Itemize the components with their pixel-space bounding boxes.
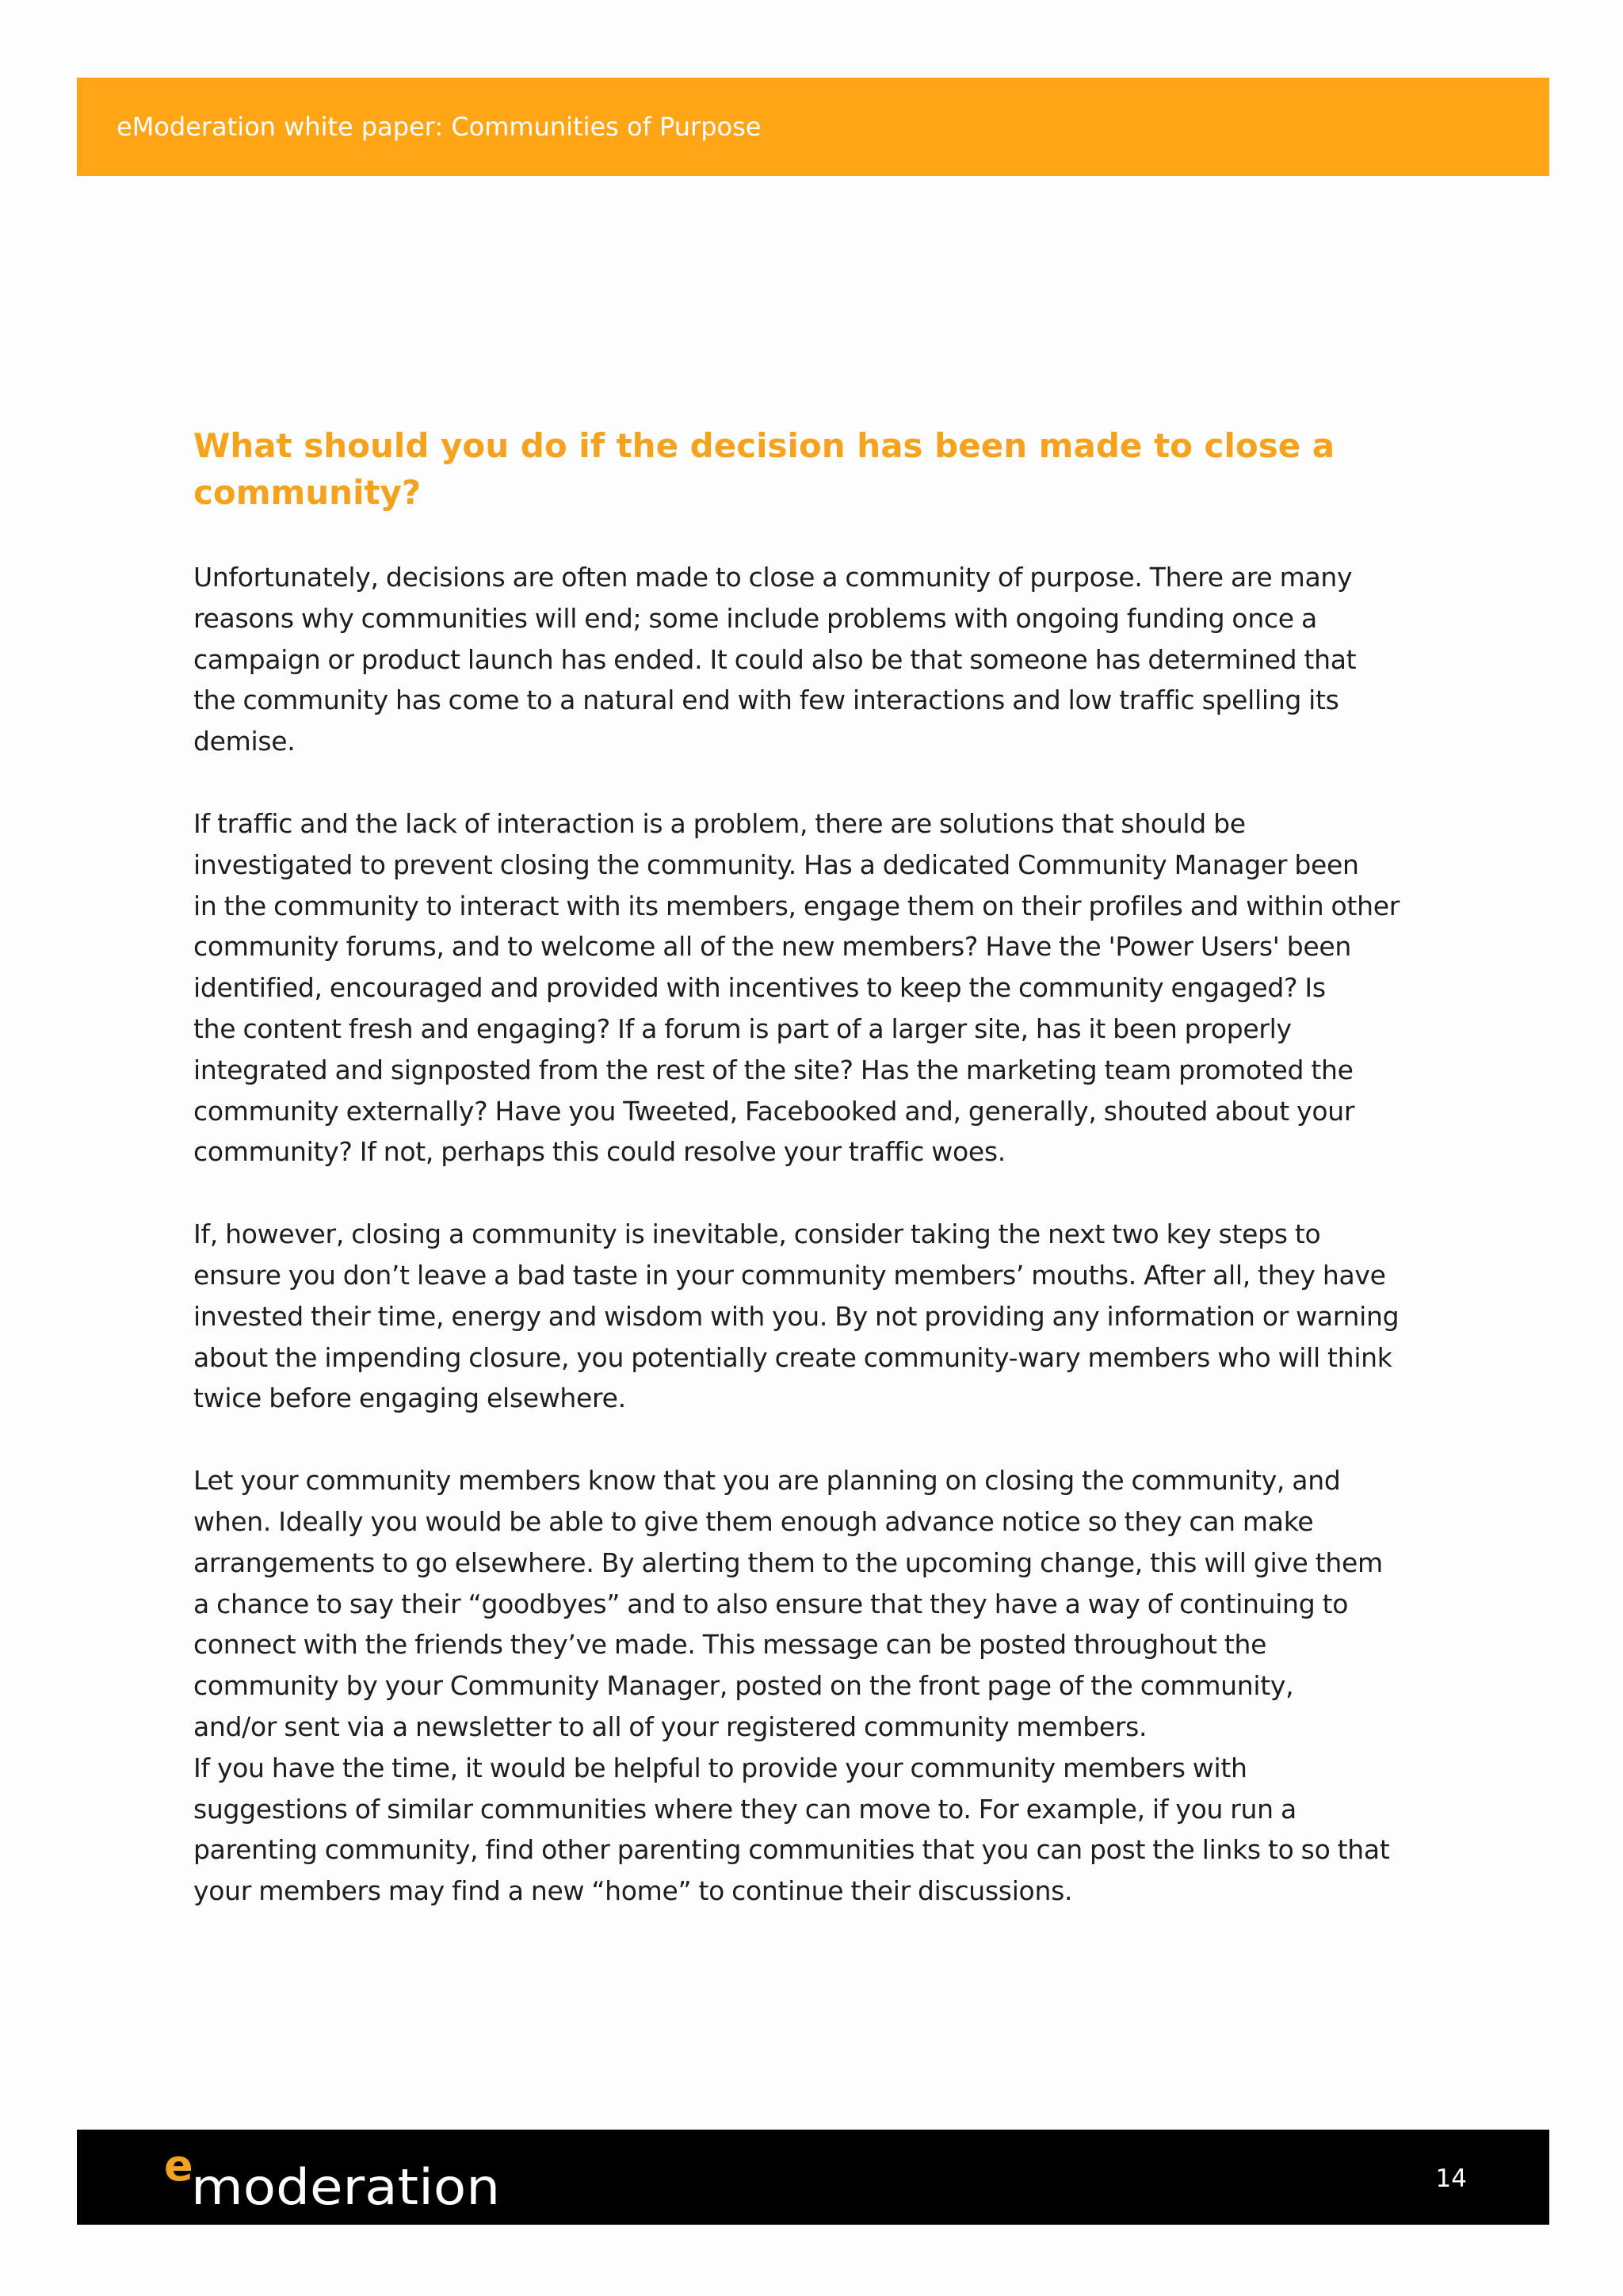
body-text <box>193 557 1461 1912</box>
paragraph <box>193 557 1461 762</box>
paragraph-line: integrated and signposted from the rest of the site? Has the marketing team promoted the <box>193 1054 1354 1085</box>
paragraph-line: identified, encouraged and provided with incentives to keep the community engaged? Is <box>193 972 1326 1004</box>
section-heading-line: community? <box>193 473 422 512</box>
paragraph-line: If traffic and the lack of interaction is a problem, there are solutions that should be <box>193 807 1246 839</box>
paragraph-line: ensure you don’t leave a bad taste in your community members’ mouths. After all, they have <box>193 1259 1386 1291</box>
paragraph-line: investigated to prevent closing the community. Has a dedicated Community Manager been <box>193 849 1359 880</box>
paragraph-line: the community has come to a natural end with few interactions and low traffic spelling its <box>193 685 1339 716</box>
paragraph-line: campaign or product launch has ended. It could also be that someone has determined that <box>193 643 1357 675</box>
paragraph-line: invested their time, energy and wisdom with you. By not providing any information or warning <box>193 1300 1400 1332</box>
paragraph-line: If, however, closing a community is inevitable, consider taking the next two key steps to <box>193 1219 1321 1250</box>
paragraph-line: and/or sent via a newsletter to all of your registered community members. <box>193 1711 1148 1742</box>
emoderation-logo <box>164 2139 529 2218</box>
paragraph-line: connect with the friends they’ve made. This message can be posted throughout the <box>193 1629 1267 1661</box>
paragraph <box>193 1214 1461 1419</box>
paragraph-line: twice before engaging elsewhere. <box>193 1383 626 1414</box>
paragraph <box>193 1460 1461 1912</box>
paragraph-line: your members may find a new “home” to continue their discussions. <box>193 1875 1073 1907</box>
header-bar <box>77 78 1549 176</box>
paragraph-line: demise. <box>193 726 296 757</box>
page-number: 14 <box>1435 2164 1467 2193</box>
logo-letter-e: e <box>164 2141 193 2191</box>
paragraph-line: about the impending closure, you potentially create community-wary members who will think <box>193 1341 1392 1373</box>
paragraph-line: arrangements to go elsewhere. By alerting them to the upcoming change, this will give them <box>193 1547 1383 1578</box>
section-heading <box>193 422 1461 516</box>
paragraph-line: a chance to say their “goodbyes” and to also ensure that they have a way of continuing to <box>193 1588 1349 1619</box>
paragraph-line: in the community to interact with its members, engage them on their profiles and within other <box>193 890 1400 921</box>
section-heading-line: What should you do if the decision has been made to close a <box>193 426 1335 465</box>
paragraph-line: reasons why communities will end; some include problems with ongoing funding once a <box>193 602 1317 634</box>
page-content <box>193 422 1461 1912</box>
paragraph-line: Let your community members know that you are planning on closing the community, and <box>193 1465 1341 1497</box>
paragraph-line: community forums, and to welcome all of the new members? Have the 'Power Users' been <box>193 931 1351 963</box>
paragraph-line: If you have the time, it would be helpful to provide your community members with <box>193 1752 1247 1783</box>
footer-bar <box>77 2130 1549 2225</box>
paragraph-line: Unfortunately, decisions are often made to close a community of purpose. There are many <box>193 562 1353 593</box>
paragraph-line: parenting community, find other parenting communities that you can post the links to so that <box>193 1834 1390 1866</box>
paragraph <box>193 803 1461 1173</box>
paragraph-line: the content fresh and engaging? If a forum is part of a larger site, has it been properly <box>193 1013 1292 1044</box>
paragraph-line: community by your Community Manager, posted on the front page of the community, <box>193 1670 1294 1702</box>
paragraph-line: when. Ideally you would be able to give them enough advance notice so they can make <box>193 1505 1314 1537</box>
paragraph-line: suggestions of similar communities where they can move to. For example, if you run a <box>193 1793 1296 1825</box>
paragraph-line: community externally? Have you Tweeted, Facebooked and, generally, shouted about your <box>193 1095 1355 1127</box>
paragraph-line: community? If not, perhaps this could resolve your traffic woes. <box>193 1136 1006 1168</box>
logo-wordmark: moderation <box>191 2158 500 2216</box>
header-title: eModeration white paper: Communities of Purpose <box>116 112 762 142</box>
